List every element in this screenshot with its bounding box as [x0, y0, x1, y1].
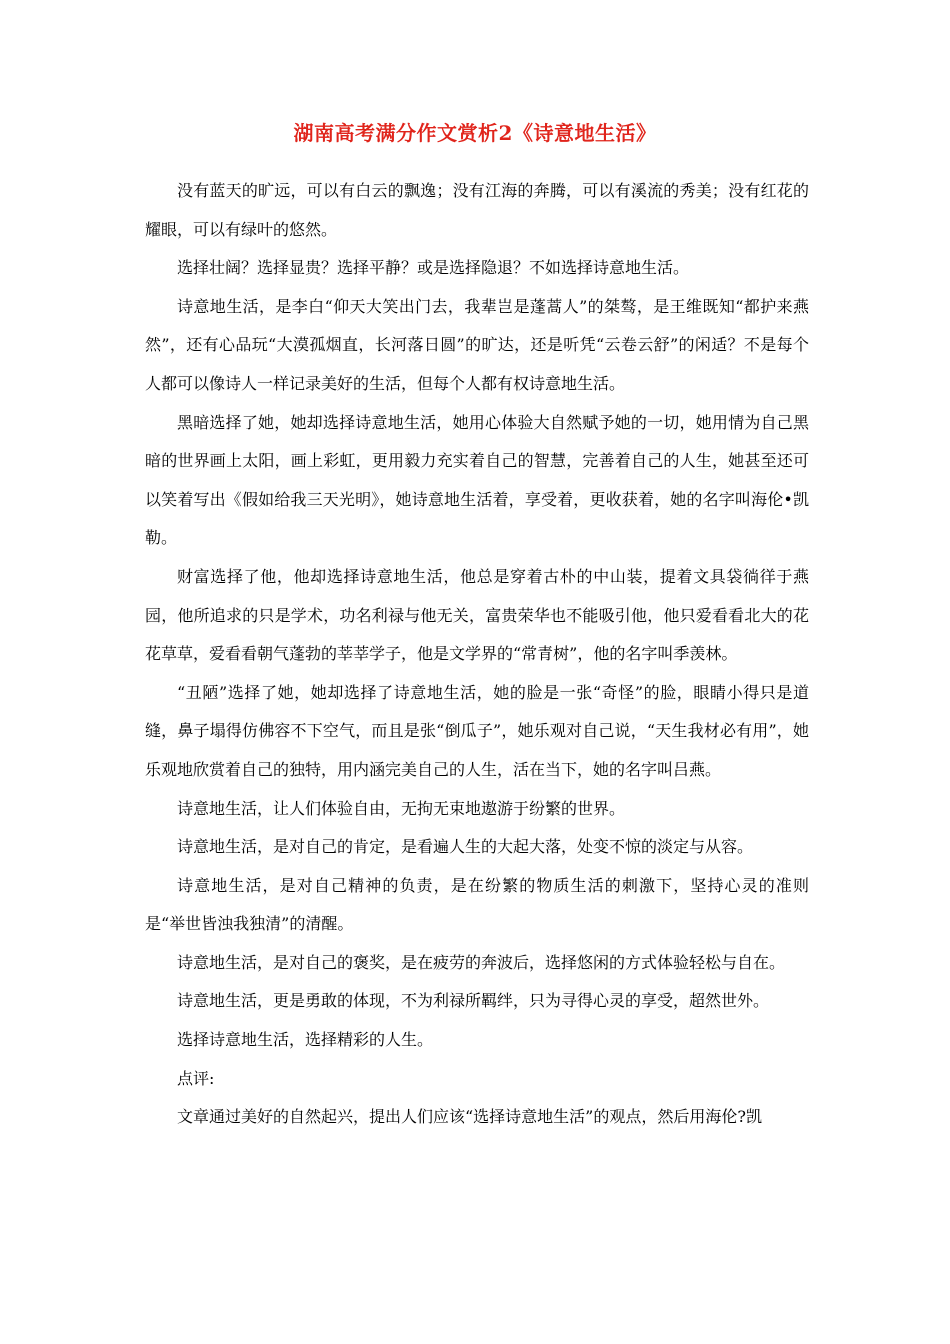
comment-text: 文章通过美好的自然起兴，提出人们应该“选择诗意地生活”的观点，然后用海伦?凯	[177, 1107, 762, 1127]
paragraph: 财富选择了他，他却选择诗意地生活，他总是穿着古朴的中山装，提着文具袋徜徉于燕园，他所追求的只是学术，功名利禄与他无关，富贵荣华也不能吸引他，他只爱看看北大的花花草草，爱看看朝气蓬勃的莘莘学子，他是文学界的“常青树”，他的名字叫季羡林。	[145, 566, 809, 664]
document-title: 湖南高考满分作文赏析2《诗意地生活》	[293, 121, 657, 145]
paragraph: 诗意地生活，是对自己的褒奖，是在疲劳的奔波后，选择悠闲的方式体验轻松与自在。	[177, 952, 786, 972]
paragraph: 诗意地生活，是李白“仰天大笑出门去，我辈岂是蓬蒿人”的桀骜，是王维既知“都护来燕然”，还有心品玩“大漠孤烟直，长河落日圆”的旷达，还是听凭“云卷云舒”的闲适？不是每个人都可以像诗人一样记录美好的生活，但每个人都有权诗意地生活。	[145, 296, 809, 393]
paragraph: 诗意地生活，是对自己精神的负责，是在纷繁的物质生活的刺激下，坚持心灵的准则是“举世皆浊我独清”的清醒。	[145, 875, 809, 934]
paragraph: “丑陋”选择了她，她却选择了诗意地生活，她的脸是一张“奇怪”的脸，眼睛小得只是道缝，鼻子塌得仿佛容不下空气，而且是张“倒瓜子”，她乐观对自己说，“天生我材必有用”，她乐观地欣赏着自己的独特，用内涵完美自己的人生，活在当下，她的名字叫吕燕。	[145, 682, 809, 779]
paragraph: 黑暗选择了她，她却选择诗意地生活，她用心体验大自然赋予她的一切，她用情为自己黑暗的世界画上太阳，画上彩虹，更用毅力充实着自己的智慧，完善着自己的人生，她甚至还可以笑着写出《假如给我三天光明》，她诗意地生活着，享受着，更收获着，她的名字叫海伦•凯勒。	[145, 412, 809, 548]
comment-label: 点评:	[177, 1068, 215, 1088]
paragraph: 选择诗意地生活，选择精彩的人生。	[177, 1030, 434, 1050]
paragraph: 诗意地生活，更是勇敢的体现，不为利禄所羁绊，只为寻得心灵的享受，超然世外。	[177, 991, 770, 1011]
document-body	[145, 172, 809, 1137]
paragraph: 诗意地生活，让人们体验自由，无拘无束地遨游于纷繁的世界。	[177, 798, 626, 818]
paragraph: 选择壮阔？选择显贵？选择平静？或是选择隐退？不如选择诗意地生活。	[177, 258, 690, 278]
paragraph: 没有蓝天的旷远，可以有白云的飘逸；没有江海的奔腾，可以有溪流的秀美；没有红花的耀眼，可以有绿叶的悠然。	[145, 181, 809, 239]
paragraph: 诗意地生活，是对自己的肯定，是看遍人生的大起大落，处变不惊的淡定与从容。	[177, 837, 754, 857]
